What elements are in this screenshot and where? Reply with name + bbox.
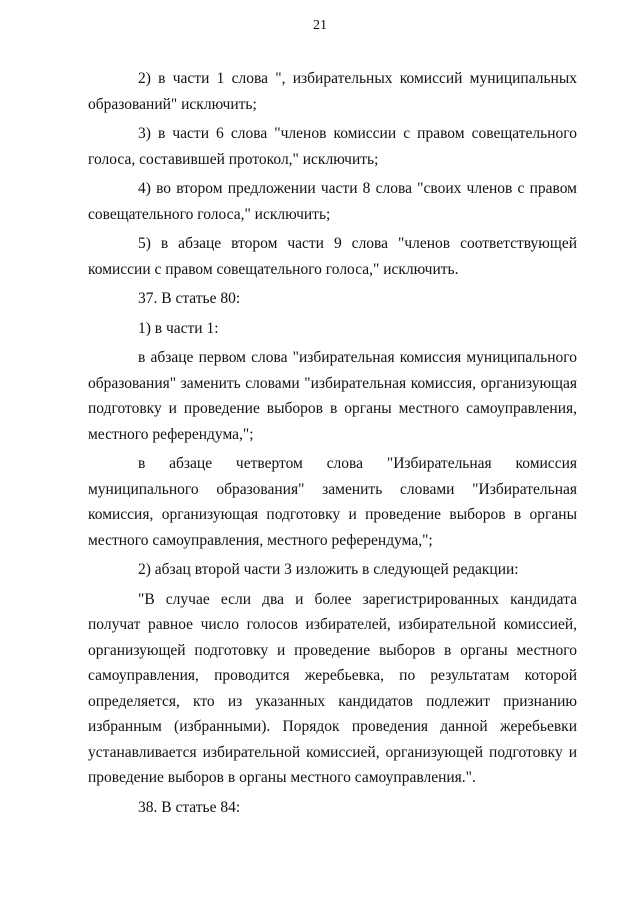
paragraph-item-3: 3) в части 6 слова "членов комиссии с правом совещательного голоса, составившей протокол," исключить;	[88, 125, 577, 168]
paragraph-part-3: 2) абзац второй части 3 изложить в следующей редакции:	[138, 561, 519, 578]
paragraph-part-1: 1) в части 1:	[138, 319, 219, 337]
paragraph-new-text: "В случае если два и более зарегистрированных кандидата получат равное число голосов избирателей, избирательной комиссией, организующей подготовку и проведение выборов в органы местного самоуправления, проводится жеребьевка, по результатам которой определяется, кто из указанных кандидатов подлежит признанию избранным (избранными). Порядок проведения данной жеребьевки устанавливается избирательной комиссией, организующей подготовку и проведение выборов в органы местного самоуправления.".	[88, 590, 577, 786]
paragraph-fourth-abzac: в абзаце четвертом слова "Избирательная комиссия муниципального образования" заменить словами "Избирательная комиссия, организующая подготовку и проведение выборов в органы местного самоуправления, местного референдума,";	[88, 455, 577, 549]
paragraph-item-5: 5) в абзаце втором части 9 слова "членов соответствующей комиссии с правом совещательного голоса," исключить.	[88, 235, 577, 278]
document-body	[88, 66, 577, 820]
paragraph-item-2: 2) в части 1 слова ", избирательных комиссий муниципальных образований" исключить;	[88, 70, 577, 113]
paragraph-article-84: 38. В статье 84:	[138, 798, 241, 816]
page-number: 21	[313, 18, 327, 33]
paragraph-first-abzac: в абзаце первом слова "избирательная комиссия муниципального образования" заменить словами "избирательная комиссия, организующая подготовку и проведение выборов в органы местного самоуправления, местного референдума,";	[88, 349, 577, 443]
paragraph-item-4: 4) во втором предложении части 8 слова "своих членов с правом совещательного голоса," исключить;	[88, 180, 577, 223]
paragraph-article-37: 37. В статье 80:	[138, 290, 241, 307]
